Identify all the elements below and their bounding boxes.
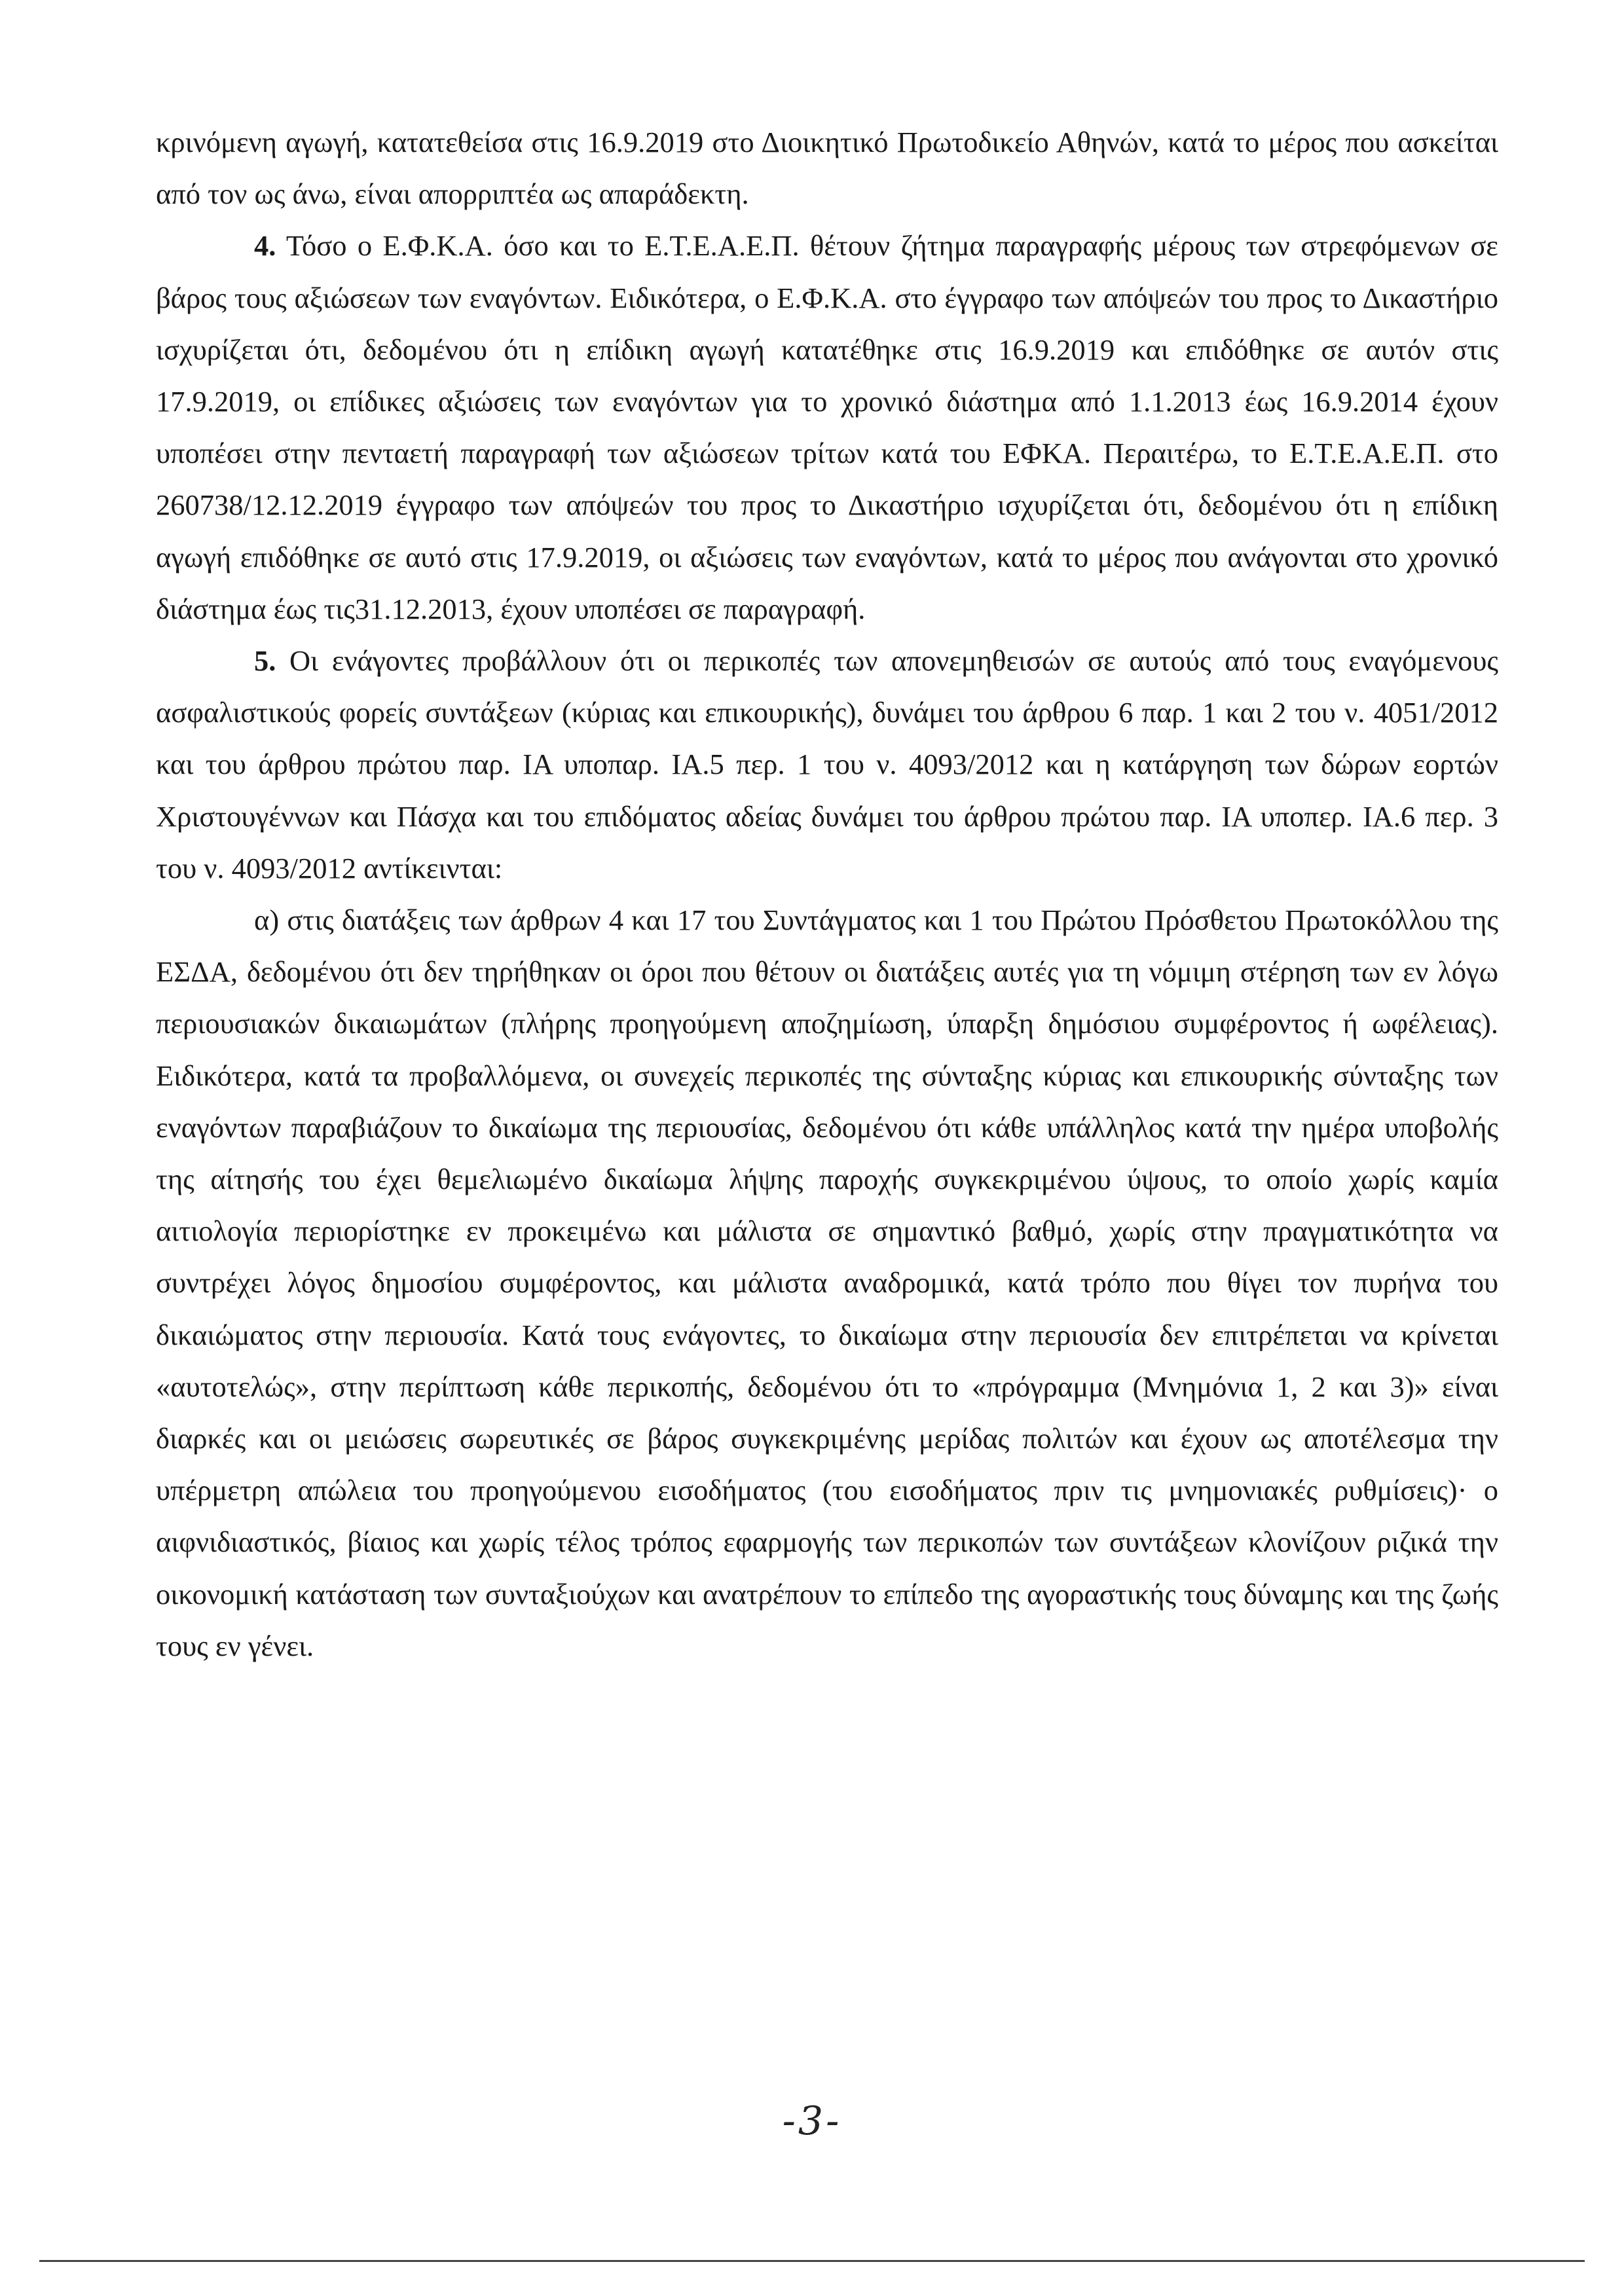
paragraph-5-number: 5. xyxy=(254,644,276,678)
paragraph-5a: α) στις διατάξεις των άρθρων 4 και 17 του Συντάγματος και 1 του Πρώτου Πρόσθετου Πρωτοκόλλου της ΕΣΔΑ, δεδομένου ότι δεν τηρήθηκαν οι όροι που θέτουν οι διατάξεις αυτές για τη νόμιμη στέρηση των εν λόγω περιουσιακών δικαιωμάτων (πλήρης προηγούμενη αποζημίωση, ύπαρξη δημόσιου συμφέροντος ή ωφέλειας). Ειδικότερα, κατά τα προβαλλόμενα, οι συνεχείς περικοπές της σύνταξης κύριας και επικουρικής σύνταξης των εναγόντων παραβιάζουν το δικαίωμα της περιουσίας, δεδομένου ότι κάθε υπάλληλος κατά την ημέρα υποβολής της αίτησής του έχει θεμελιωμένο δικαίωμα λήψης παροχής συγκεκριμένου ύψους, το οποίο χωρίς καμία αιτιολογία περιορίστηκε εν προκειμένω και μάλιστα σε σημαντικό βαθμό, χωρίς στην πραγματικότητα να συντρέχει λόγος δημοσίου συμφέροντος, και μάλιστα αναδρομικά, κατά τρόπο που θίγει τον πυρήνα του δικαιώματος στην περιουσία. Κατά τους ενάγοντες, το δικαίωμα στην περιουσία δεν επιτρέπεται να κρίνεται «αυτοτελώς», στην περίπτωση κάθε περικοπής, δεδομένου ότι το «πρόγραμμα (Μνημόνια 1, 2 και 3)» είναι διαρκές και οι μειώσεις σωρευτικές σε βάρος συγκεκριμένης μερίδας πολιτών και έχουν ως αποτέλεσμα την υπέρμετρη απώλεια του προηγούμενου εισοδήματος (του εισοδήματος πριν τις μνημονιακές ρυθμίσεις)· ο αιφνιδιαστικός, βίαιος και χωρίς τέλος τρόπος εφαρμογής των περικοπών των συντάξεων κλονίζουν ριζικά την οικονομική κατάσταση των συνταξιούχων και ανατρέπουν το επίπεδο της αγοραστικής τους δύναμης και της ζωής τους εν γένει. xyxy=(156,903,1498,1662)
paragraph-5-text: Οι ενάγοντες προβάλλουν ότι οι περικοπές των απονεμηθεισών σε αυτούς από τους εναγόμενους ασφαλιστικούς φορείς συντάξεων (κύριας και επικουρικής), δυνάμει του άρθρου 6 παρ. 1 και 2 του ν. 4051/2012 και του άρθρου πρώτου παρ. ΙΑ υποπαρ. ΙΑ.5 περ. 1 του ν. 4093/2012 και η κατάργηση των δώρων εορτών Χριστουγέννων και Πάσχα και του επιδόματος αδείας δυνάμει του άρθρου πρώτου παρ. ΙΑ υποπερ. ΙΑ.6 περ. 3 του ν. 4093/2012 αντίκεινται: xyxy=(156,644,1498,884)
page-number: -3- xyxy=(782,2098,842,2144)
paragraph-5 xyxy=(156,635,1498,894)
intro-paragraph: κρινόμενη αγωγή, κατατεθείσα στις 16.9.2019 στο Διοικητικό Πρωτοδικείο Αθηνών, κατά το μέρος που ασκείται από τον ως άνω, είναι απορριπτέα ως απαράδεκτη. xyxy=(156,126,1498,211)
paragraph-4-text: Τόσο ο Ε.Φ.Κ.Α. όσο και το Ε.Τ.Ε.Α.Ε.Π. θέτουν ζήτημα παραγραφής μέρους των στρεφόμενων σε βάρος τους αξιώσεων των εναγόντων. Ειδικότερα, ο Ε.Φ.Κ.Α. στο έγγραφο των απόψεών του προς το Δικαστήριο ισχυρίζεται ότι, δεδομένου ότι η επίδικη αγωγή κατατέθηκε στις 16.9.2019 και επιδόθηκε σε αυτόν στις 17.9.2019, οι επίδικες αξιώσεις των εναγόντων για το χρονικό διάστημα από 1.1.2013 έως 16.9.2014 έχουν υποπέσει στην πενταετή παραγραφή των αξιώσεων τρίτων κατά του ΕΦΚΑ. Περαιτέρω, το Ε.Τ.Ε.Α.Ε.Π. στο 260738/12.12.2019 έγγραφο των απόψεών του προς το Δικαστήριο ισχυρίζεται ότι, δεδομένου ότι η επίδικη αγωγή επιδόθηκε σε αυτό στις 17.9.2019, οι αξιώσεις των εναγόντων, κατά το μέρος που ανάγονται στο χρονικό διάστημα έως τις31.12.2013, έχουν υποπέσει σε παραγραφή. xyxy=(156,229,1498,625)
bottom-rule xyxy=(39,2260,1585,2262)
paragraph-4-number: 4. xyxy=(254,229,276,263)
body-text xyxy=(156,117,1498,1672)
paragraph-4 xyxy=(156,220,1498,635)
